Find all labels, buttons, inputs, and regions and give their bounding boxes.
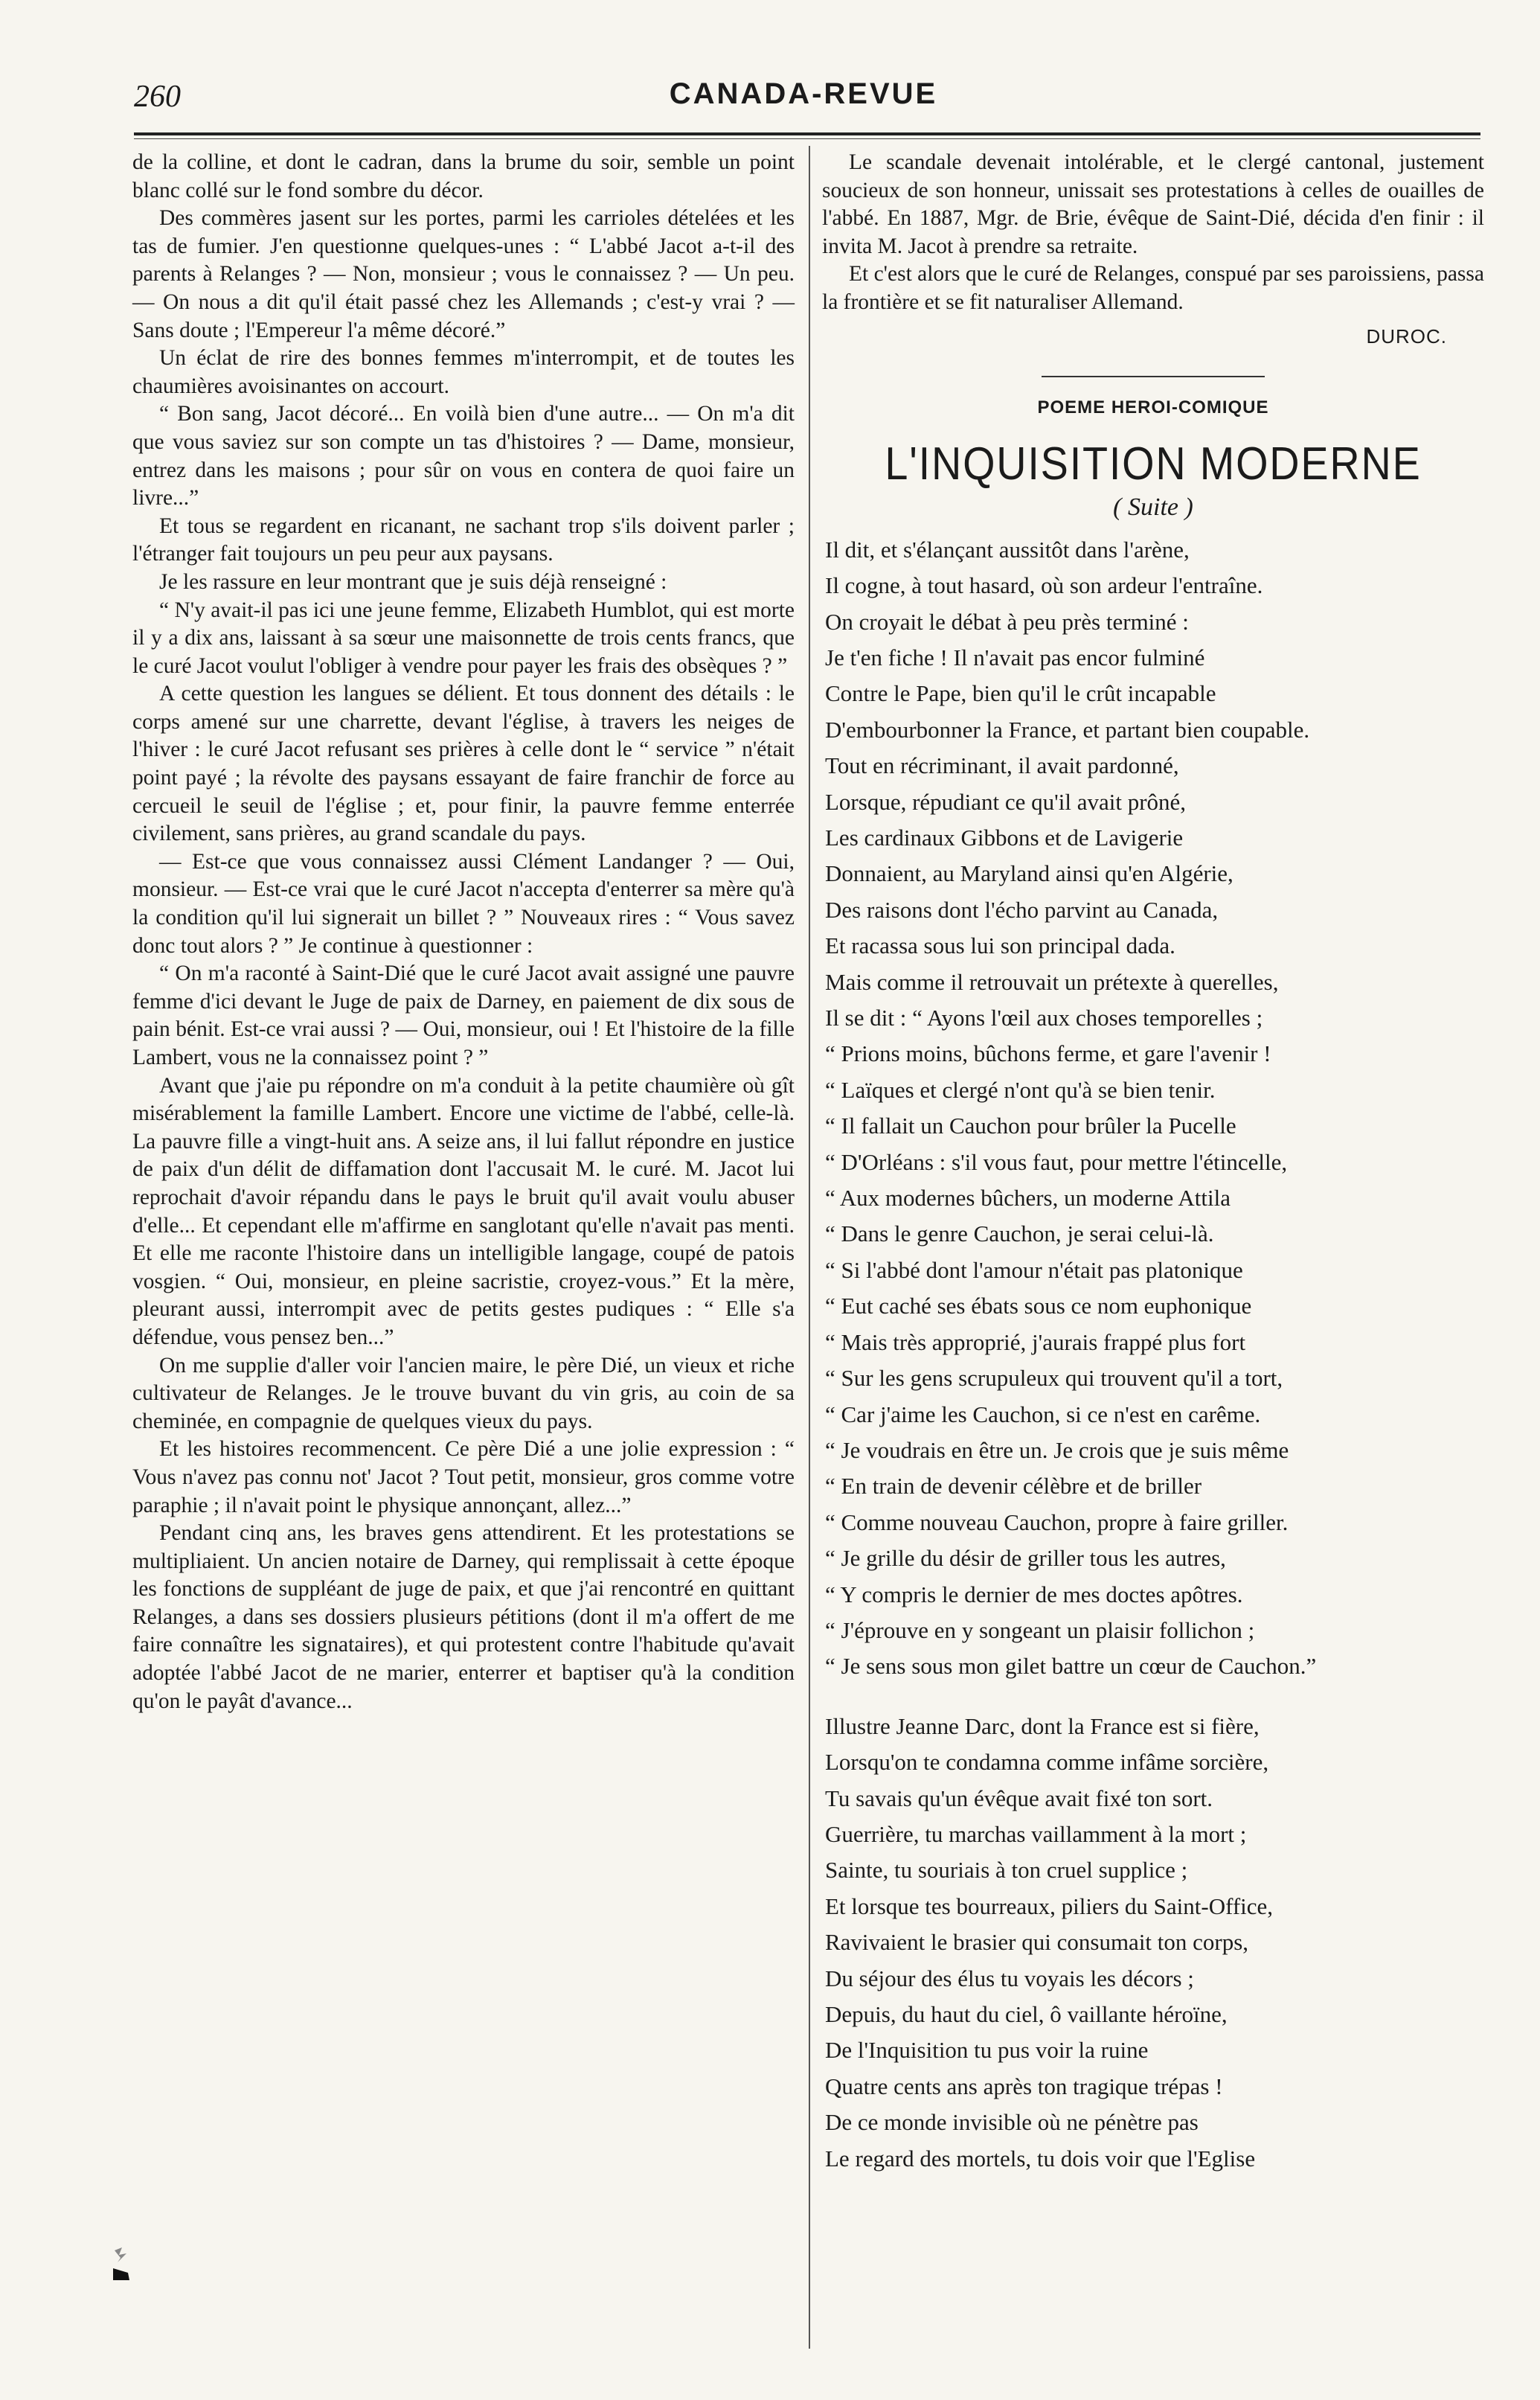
poem-line: “ Je grille du désir de griller tous les autres, (825, 1545, 1226, 1572)
paragraph: “ N'y avait-il pas ici une jeune femme, Elizabeth Humblot, qui est morte il y a dix ans, laissant à sa sœur une maisonnette de trois cents francs, que le curé Jacot voulut l'obliger à vendre pour payer les frais des obsèques ? ” (132, 598, 795, 678)
poem-line: Mais comme il retrouvait un prétexte à querelles, (825, 968, 1279, 995)
poem-line: “ Si l'abbé dont l'amour n'était pas platonique (825, 1256, 1243, 1283)
poem-title: L'INQUISITION MODERNE (885, 438, 1422, 490)
paragraph: On me supplie d'aller voir l'ancien maire, le père Dié, un vieux et riche cultivateur de Relanges. Je le trouve buvant du vin gris, au coin de sa cheminée, en compagnie de quelques vieux du pays. (132, 1353, 795, 1433)
poem-line: Et racassa sous lui son principal dada. (825, 932, 1175, 959)
header-rule (134, 132, 1480, 135)
poem-label: POEME HEROI-COMIQUE (1037, 397, 1269, 418)
poem-line: Ravivaient le brasier qui consumait ton corps, (825, 1929, 1249, 1956)
paragraph: Et les histoires recommencent. Ce père Dié a une jolie expression : “ Vous n'avez pas connu not' Jacot ? Tout petit, monsieur, gros comme votre paraphie ; il n'avait point le physique annonçant, allez...” (132, 1437, 795, 1517)
left-column (132, 149, 795, 1715)
poem-line: Depuis, du haut du ciel, ô vaillante héroïne, (825, 2001, 1228, 2027)
poem-line: “ Y compris le dernier de mes doctes apôtres. (825, 1581, 1243, 1607)
paragraph: Un éclat de rire des bonnes femmes m'interrompit, et de toutes les chaumières avoisinantes on accourt. (132, 346, 795, 398)
paragraph: Le scandale devenait intolérable, et le clergé cantonal, justement soucieux de son honneur, unissait ses protestations à celles de ouailles de l'abbé. En 1887, Mgr. de Brie, évêque de Saint-Dié, décida d'en finir : il invita M. Jacot à prendre sa retraite. (822, 150, 1484, 258)
poem-line: Il cogne, à tout hasard, où son ardeur l'entraîne. (825, 572, 1263, 599)
paragraph: “ Bon sang, Jacot décoré... En voilà bien d'une autre... — On m'a dit que vous saviez sur son compte un tas d'histoires ? — Dame, monsieur, entrez dans les maisons ; pour sûr on vous en contera de quoi faire un livre...” (132, 402, 795, 511)
poem-line: Lorsqu'on te condamna comme infâme sorcière, (825, 1749, 1269, 1776)
poem-line: “ Aux modernes bûchers, un moderne Attila (825, 1185, 1231, 1212)
poem-line: Illustre Jeanne Darc, dont la France est si fière, (825, 1712, 1260, 1739)
poem-line: “ Prions moins, bûchons ferme, et gare l'avenir ! (825, 1040, 1271, 1067)
poem-line: Il dit, et s'élançant aussitôt dans l'arène, (825, 536, 1190, 563)
poem-line: Il se dit : “ Ayons l'œil aux choses temporelles ; (825, 1005, 1263, 1031)
paragraph: Je les rassure en leur montrant que je suis déjà renseigné : (159, 569, 667, 594)
poem-line: Sainte, tu souriais à ton cruel supplice ; (825, 1857, 1188, 1884)
poem-line: De l'Inquisition tu pus voir la ruine (825, 2037, 1149, 2064)
poem-line: Du séjour des élus tu voyais les décors ; (825, 1965, 1194, 1991)
poem-line: “ J'éprouve en y songeant un plaisir follichon ; (825, 1616, 1255, 1643)
poem-line: “ Dans le genre Cauchon, je serai celui-là. (825, 1220, 1214, 1247)
poem-line: “ Car j'aime les Cauchon, si ce n'est en carême. (825, 1401, 1261, 1427)
paragraph: Et c'est alors que le curé de Relanges, conspué par ses paroissiens, passa la frontière et se fit naturaliser Allemand. (822, 262, 1484, 314)
paragraph: “ On m'a raconté à Saint-Dié que le curé Jacot avait assigné une pauvre femme d'ici devant le Juge de paix de Darney, en paiement de dix sous de pain bénit. Est-ce vrai aussi ? — Oui, monsieur, oui ! Et l'histoire de la fille Lambert, vous ne la connaissez point ? ” (132, 961, 795, 1069)
poem-line: Quatre cents ans après ton tragique trépas ! (825, 2073, 1223, 2099)
poem-line: “ Comme nouveau Cauchon, propre à faire griller. (825, 1508, 1289, 1535)
page-number: 260 (134, 80, 181, 114)
poem-line: D'embourbonner la France, et partant bien coupable. (825, 716, 1310, 743)
poem-line: On croyait le débat à peu près terminé : (825, 608, 1189, 635)
poem-stanza-2 (822, 1709, 1484, 2177)
paragraph: Et tous se regardent en ricanant, ne sachant trop s'ils doivent parler ; l'étranger fait toujours un peu peur aux paysans. (132, 513, 795, 566)
header-rule-thin (134, 138, 1480, 139)
poem-line: “ Il fallait un Cauchon pour brûler la Pucelle (825, 1113, 1236, 1139)
poem-line: Lorsque, répudiant ce qu'il avait prôné, (825, 788, 1187, 815)
poem-line: Tout en récriminant, il avait pardonné, (825, 752, 1179, 779)
poem-line: Je t'en fiche ! Il n'avait pas encor fulminé (825, 644, 1205, 671)
poem-line: De ce monde invisible où ne pénètre pas (825, 2109, 1199, 2136)
poem-line: “ Je sens sous mon gilet battre un cœur de Cauchon.” (825, 1653, 1317, 1680)
author-signature: DUROC. (1366, 324, 1447, 348)
poem-line: “ Mais très approprié, j'aurais frappé plus fort (825, 1328, 1246, 1355)
poem-line: Et lorsque tes bourreaux, piliers du Saint-Office, (825, 1892, 1274, 1919)
paragraph: — Est-ce que vous connaissez aussi Clément Landanger ? — Oui, monsieur. — Est-ce vrai que le curé Jacot n'accepta d'enterrer sa mère qu'à la condition qu'il lui signerait un billet ? ” Nouveaux rires : “ Vous savez donc tout alors ? ” Je continue à questionner : (132, 849, 795, 958)
poem-line: Tu savais qu'un évêque avait fixé ton sort. (825, 1785, 1213, 1811)
paragraph: de la colline, et dont le cadran, dans la brume du soir, semble un point blanc collé sur le fond sombre du décor. (132, 150, 795, 202)
poem-line: “ En train de devenir célèbre et de briller (825, 1473, 1202, 1500)
paragraph: Pendant cinq ans, les braves gens attendirent. Et les protestations se multipliaient. Un ancien notaire de Darney, qui remplissait à cette époque les fonctions de suppléant de juge de paix, et que j'ai rencontré en quittant Relanges, a dans ses dossiers plusieurs pétitions (dont il m'a offert de me faire connaître les signataires), et qui protestent contre l'habitude qu'avait adoptée l'abbé Jacot de ne marier, enterrer et baptiser qu'à la condition qu'on le payât d'avance... (132, 1521, 795, 1713)
right-column (822, 149, 1484, 2177)
poem-subtitle: ( Suite ) (1113, 493, 1193, 521)
paragraph: A cette question les langues se délient. Et tous donnent des détails : le corps amené sur une charrette, devant l'église, à travers les neiges de l'hiver : le curé Jacot refusant ses prières à celle dont le “ service ” n'était point payé ; la révolte des paysans essayant de faire franchir de force au cercueil le seuil de l'église ; et, pour finir, la pauvre femme enterrée civilement, sans prières, au grand scandale du pays. (132, 682, 795, 846)
column-divider (809, 146, 810, 2349)
journal-title: CANADA-REVUE (669, 77, 938, 110)
page-header (126, 73, 1480, 118)
poem-line: Contre le Pape, bien qu'il le crût incapable (825, 680, 1216, 707)
poem-line: Les cardinaux Gibbons et de Lavigerie (825, 825, 1184, 851)
poem-line: Des raisons dont l'écho parvint au Canada, (825, 896, 1219, 923)
poem-line: “ Laïques et clergé n'ont qu'à se bien tenir. (825, 1076, 1216, 1103)
paragraph: Des commères jasent sur les portes, parmi les carrioles dételées et les tas de fumier. J'en questionne quelques-unes : “ L'abbé Jacot a-t-il des parents à Relanges ? — Non, monsieur ; vous le connaissez ? — Un peu. — On nous a dit qu'il était passé chez les Allemands ; c'est-y vrai ? — Sans doute ; l'Empereur l'a même décoré.” (132, 206, 795, 342)
poem-line: Guerrière, tu marchas vaillamment à la mort ; (825, 1820, 1247, 1847)
poem-line: “ D'Orléans : s'il vous faut, pour mettre l'étincelle, (825, 1148, 1288, 1175)
poem-line: “ Eut caché ses ébats sous ce nom euphonique (825, 1293, 1252, 1319)
poem-line: “ Je voudrais en être un. Je crois que je suis même (825, 1436, 1289, 1463)
paragraph: Avant que j'aie pu répondre on m'a conduit à la petite chaumière où gît misérablement la famille Lambert. Encore une victime de l'abbé, celle-là. La pauvre fille a vingt-huit ans. A seize ans, il lui fallut répondre en justice de paix d'un délit de diffamation dont l'accusait M. le curé. M. Jacot lui reprochait d'avoir répandu dans le pays le bruit qu'il avait voulu abuser d'elle... Et cependant elle m'affirme en sanglotant qu'elle n'avait pas menti. Et elle me raconte l'histoire dans un intelligible langage, coupé de patois vosgien. “ Oui, monsieur, en pleine sacristie, croyez-vous.” Et la mère, pleurant aussi, interrompit avec de petits gestes pudiques : “ Elle s'a défendue, vous pensez ben...” (132, 1073, 795, 1349)
poem-line: Donnaient, au Maryland ainsi qu'en Algérie, (825, 860, 1233, 887)
poem-line: Le regard des mortels, tu dois voir que l'Eglise (825, 2145, 1256, 2172)
poem-line: “ Sur les gens scrupuleux qui trouvent qu'il a tort, (825, 1365, 1283, 1392)
poem-stanza-1 (822, 532, 1484, 1685)
print-marker-glyph (112, 2246, 131, 2282)
section-rule (1042, 376, 1265, 377)
